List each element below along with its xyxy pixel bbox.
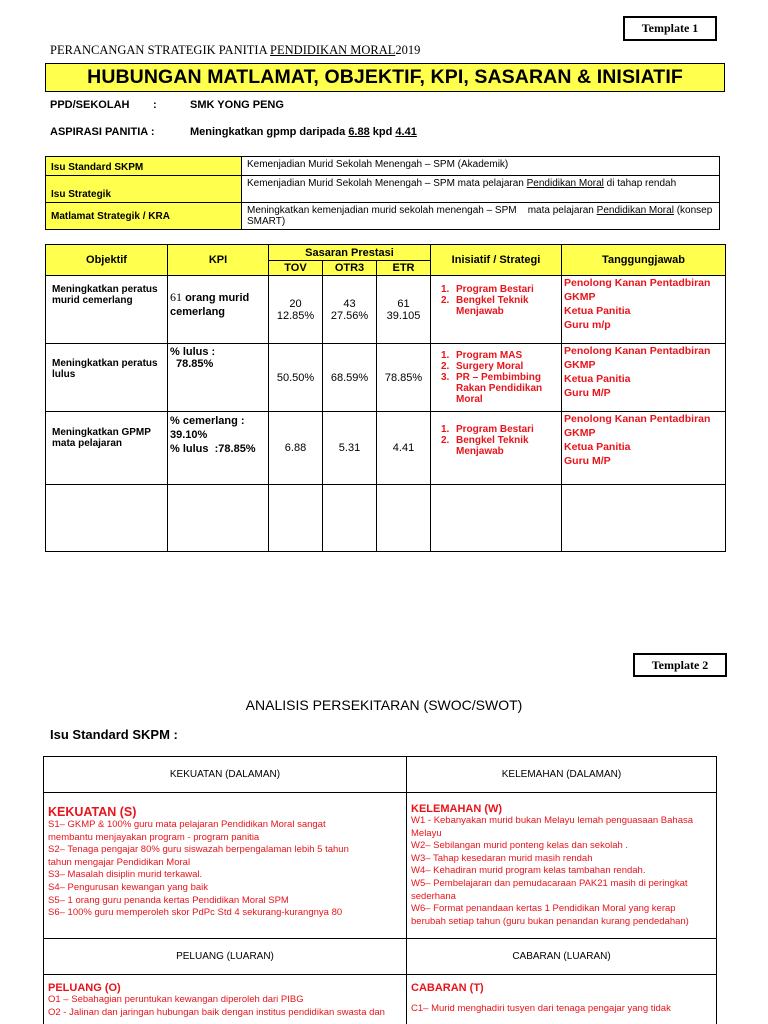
heading-year: 2019 [395,43,421,57]
kelemahan-line: sederhana [411,890,456,902]
swot-title: ANALISIS PERSEKITARAN (SWOC/SWOT) [245,697,523,713]
list-item: 2. Bengkel Teknik Menjawab [441,295,529,317]
list-item: 2. Bengkel Teknik Menjawab [441,435,529,457]
isu-strategik-text-b: di tahap rendah [606,178,677,189]
objektif-cell: Meningkatkan peratus lulus [46,344,168,412]
etr-cell: 4.41 [377,412,431,485]
isu-strategik-value [242,176,720,203]
kekuatan-line: S4– Pengurusan kewangan yang baik [48,881,209,893]
table-row-empty [46,485,726,552]
kpi-table [45,244,726,552]
banner-title [45,63,725,92]
kekuatan-cell [44,793,407,939]
kpi-text: orang murid cemerlang [170,292,250,318]
kelemahan-line: W5– Pembelajaran dan pemudacaraan PAK21 masih di peringkat [411,877,688,889]
header-tanggung: Tanggungjawab [562,245,726,276]
list-item: 1. Program MAS [441,350,523,361]
matlamat-text-u: Pendidikan Moral [596,205,674,216]
aspirasi-value [190,126,417,138]
list-item: 2. Surgery Moral [441,361,524,372]
otr3-value: 43 [343,297,356,310]
kpi-number: 61 [170,290,182,304]
kpi-line2: 78.85% [176,358,214,370]
kelemahan-line: berubah setiap tahun (guru bukan penandan kurang pendedahan) [411,915,689,927]
aspirasi-mid: kpd [372,126,393,138]
tanggung-cell [562,276,726,344]
kpi-cell [168,412,269,485]
peluang-line: O1 – Sebahagian peruntukan kewangan diperoleh dari PIBG [48,994,304,1005]
template-2-label: Template 2 [633,653,727,677]
isu-strategik-text-u: Pendidikan Moral [526,178,604,189]
matlamat-label: Matlamat Strategik / KRA [46,203,242,230]
isu-standard-label: Isu Standard SKPM [46,157,242,176]
header-etr: ETR [377,261,431,276]
kekuatan-header: KEKUATAN (DALAMAN) [44,757,407,793]
otr3-cell: 5.31 [323,412,377,485]
tanggung-line: Penolong Kanan Pentadbiran [564,277,711,289]
inisiatif-cell [431,412,562,485]
inisiatif-list [431,412,561,457]
tov-percent: 12.85% [276,309,315,322]
aspirasi-from: 6.88 [348,126,370,138]
list-item: 1. Program Bestari [441,424,534,435]
header-kpi: KPI [168,245,269,276]
tanggung-line: Ketua Panitia [564,373,631,385]
matlamat-value [242,203,720,230]
kelemahan-line: W3– Tahap kesedaran murid masih rendah [411,852,593,864]
ppd-colon: : [153,99,157,111]
list-item: 1. Program Bestari [441,284,534,295]
header-objektif: Objektif [46,245,168,276]
isu-strategik-label: Isu Strategik [46,176,242,203]
tov-value: 20 [289,297,302,310]
kpi-text: % lulus : [170,346,216,358]
kekuatan-line: tahun mengajar Pendidikan Moral [48,856,191,868]
aspirasi-prefix: Meningkatkan gpmp daripada [190,126,346,138]
isu-standard-value [242,157,720,176]
tanggung-line: GKMP [564,359,596,371]
tanggung-line: GKMP [564,291,596,303]
tov-cell [269,276,323,344]
isu-strategik-text-a: Kemenjadian Murid Sekolah Menengah – SPM mata pelajaran [247,178,524,189]
kelemahan-line: Melayu [411,827,442,839]
kelemahan-cell [407,793,717,939]
tanggung-line: Ketua Panitia [564,305,631,317]
swot-table [43,756,717,1024]
tanggung-line: GKMP [564,427,596,439]
cabaran-cell [407,975,717,1024]
heading-subject: PENDIDIKAN MORAL [270,43,396,57]
kelemahan-line: W6– Format penandaan kertas 1 Pendidikan Moral yang kerap [411,903,676,915]
table-row [46,276,726,344]
kelemahan-line: W2– Sebilangan murid ponteng kelas dan sekolah . [411,840,629,852]
cabaran-header: CABARAN (LUARAN) [407,939,717,975]
template-1-label: Template 1 [623,16,717,41]
tanggung-line: Penolong Kanan Pentadbiran [564,413,711,425]
ppd-row [50,99,129,111]
peluang-line: O2 - Jalinan dan jaringan hubungan baik dengan institus pendidikan swasta dan [48,1006,385,1018]
peluang-title: PELUANG (O) [48,982,121,994]
ppd-label: PPD/SEKOLAH [50,99,130,111]
kelemahan-title: KELEMAHAN (W) [411,803,503,815]
header-inisiatif: Inisiatif / Strategi [431,245,562,276]
list-item: 3. PR – Pembimbing Rakan Pendidikan Moral [441,372,543,405]
header-sasaran: Sasaran Prestasi [269,245,431,261]
heading-prefix: PERANCANGAN STRATEGIK PANITIA [50,43,267,57]
banner-text: HUBUNGAN MATLAMAT, OBJEKTIF, KPI, SASARAN & INISIATIF [87,66,683,88]
tanggung-cell [562,344,726,412]
inisiatif-list [431,344,561,405]
kelemahan-line: W1 - Kebanyakan murid bukan Melayu lemah penguasaan Bahasa [411,815,694,826]
kekuatan-line: S1– GKMP & 100% guru mata pelajaran Pendidikan Moral sangat [48,819,326,830]
isu-standard-text: Kemenjadian Murid Sekolah Menengah – SPM (Akademik) [247,159,509,170]
otr3-cell [323,276,377,344]
cabaran-line: C1– Murid menghadiri tusyen dari tenaga pengajar yang tidak [411,1003,671,1014]
objektif-cell: Meningkatkan peratus murid cemerlang [46,276,168,344]
kpi-text: % cemerlang : [170,415,245,427]
otr3-cell: 68.59% [323,344,377,412]
aspirasi-to: 4.41 [395,126,417,138]
planning-heading [50,43,420,58]
matlamat-text-a: Meningkatkan kemenjadian murid sekolah menengah – SPM mata pelajaran [247,205,594,216]
header-tov: TOV [269,261,323,276]
etr-cell: 78.85% [377,344,431,412]
tanggung-line: Ketua Panitia [564,441,631,453]
ppd-value: SMK YONG PENG [190,99,284,111]
kpi-cell [168,344,269,412]
inisiatif-list [431,276,561,317]
tanggung-line: Guru m/p [564,319,611,331]
kekuatan-line: S2– Tenaga pengajar 80% guru siswazah berpengalaman lebih 5 tahun [48,844,349,856]
inisiatif-cell [431,344,562,412]
objektif-cell: Meningkatkan GPMP mata pelajaran [46,412,168,485]
kpi-line3: % lulus :78.85% [170,443,256,455]
etr-cell [377,276,431,344]
tov-cell: 50.50% [269,344,323,412]
matlamat-text-b: (konsep SMART) [247,205,713,227]
cabaran-title: CABARAN (T) [411,982,484,994]
kpi-cell [168,276,269,344]
kpi-line2: 39.10% [170,429,208,441]
kelemahan-header: KELEMAHAN (DALAMAN) [407,757,717,793]
kekuatan-title: KEKUATAN (S) [48,805,137,819]
tanggung-line: Guru M/P [564,387,611,399]
tanggung-line: Penolong Kanan Pentadbiran [564,345,711,357]
table-row [46,412,726,485]
kekuatan-line: S3– Masalah disiplin murid terkawal. [48,869,203,881]
tanggung-cell [562,412,726,485]
inisiatif-cell [431,276,562,344]
peluang-cell [44,975,407,1024]
aspirasi-label: ASPIRASI PANITIA : [50,126,155,138]
kelemahan-line: W4– Kehadiran murid program kelas tambahan rendah. [411,865,646,877]
etr-percent: 39.105 [386,309,421,322]
etr-value: 61 [397,297,410,310]
swot-isu-label: Isu Standard SKPM : [50,727,178,742]
isu-table [45,156,720,230]
table-row [46,344,726,412]
tanggung-line: Guru M/P [564,455,611,467]
kekuatan-line: S6– 100% guru memperoleh skor PdPc Std 4 sekurang-kurangnya 80 [48,907,343,919]
peluang-header: PELUANG (LUARAN) [44,939,407,975]
kekuatan-line: S5– 1 orang guru penanda kertas Pendidikan Moral SPM [48,894,289,906]
tov-cell: 6.88 [269,412,323,485]
kekuatan-line: membantu menjayakan program - program panitia [48,831,260,843]
header-otr3: OTR3 [323,261,377,276]
otr3-percent: 27.56% [330,309,369,322]
